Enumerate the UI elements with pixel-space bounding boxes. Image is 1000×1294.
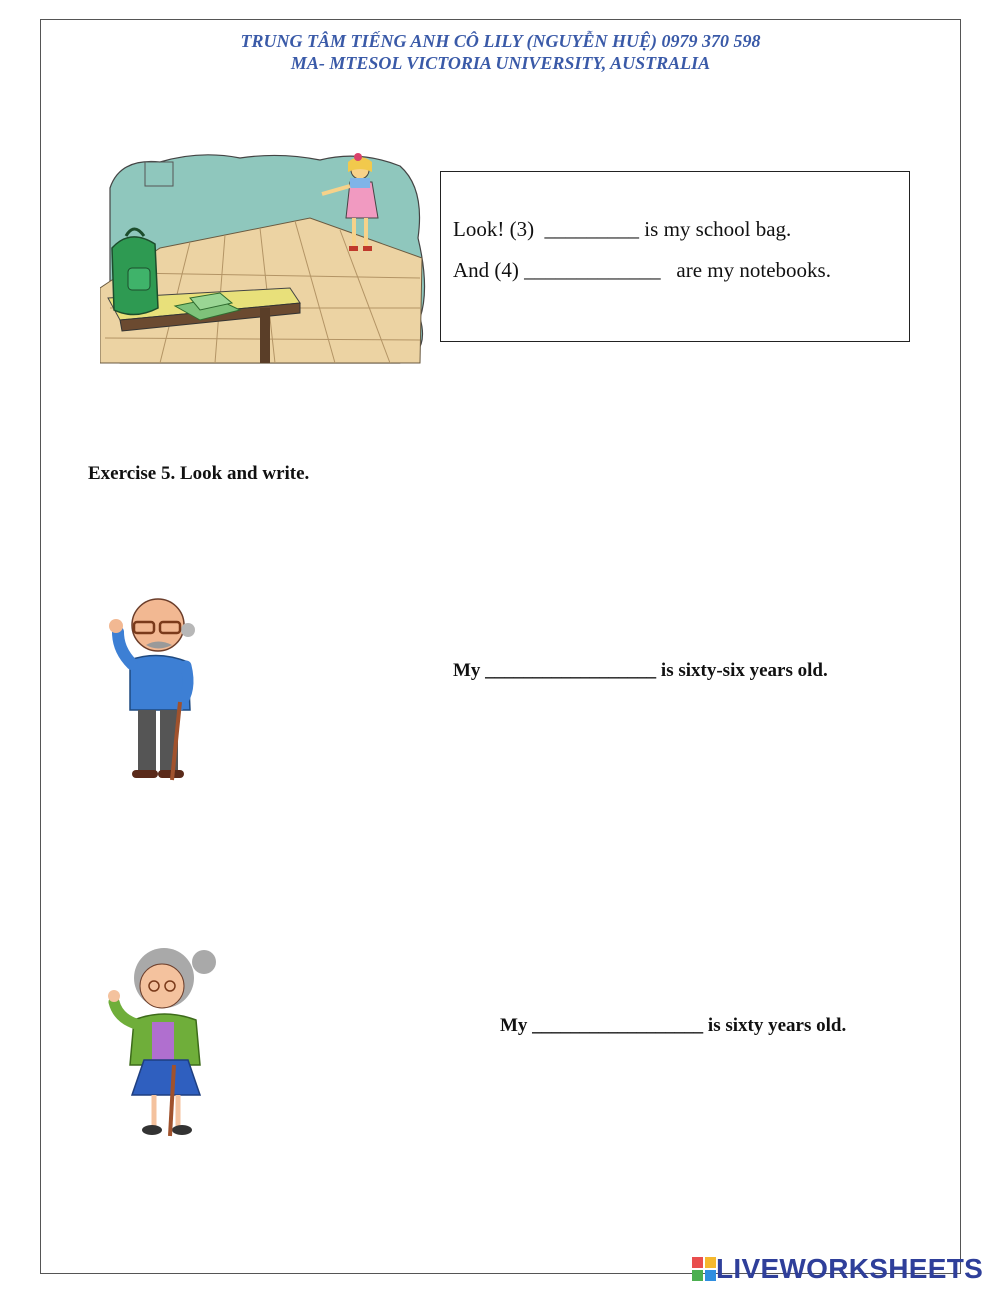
- grandfather-illustration: [100, 590, 210, 785]
- liveworksheets-logo: [692, 1254, 983, 1284]
- grandmother-illustration: [104, 940, 219, 1140]
- exercise-5-sentence-1: My __________________ is sixty-six years old.: [453, 660, 828, 681]
- textbox-sentence-4: And (4) _____________ are my notebooks.: [453, 258, 831, 282]
- liveworksheets-logo-text: LIVEWORKSHEETS: [716, 1253, 984, 1284]
- header-line-2: MA- MTESOL VICTORIA UNIVERSITY, AUSTRALIA: [290, 53, 711, 73]
- classroom-scene-illustration: [100, 148, 430, 370]
- exercise-5-title: Exercise 5. Look and write.: [88, 463, 310, 484]
- textbox-sentence-3: Look! (3) _________ is my school bag.: [453, 217, 792, 241]
- fill-in-textbox: [440, 171, 910, 342]
- liveworksheets-logo-icon: [692, 1257, 716, 1281]
- exercise-5-sentence-2: My __________________ is sixty years old.: [500, 1015, 847, 1036]
- header-line-1: TRUNG TÂM TIẾNG ANH CÔ LILY (NGUYỄN HUỆ) 0979 370 598: [240, 31, 761, 51]
